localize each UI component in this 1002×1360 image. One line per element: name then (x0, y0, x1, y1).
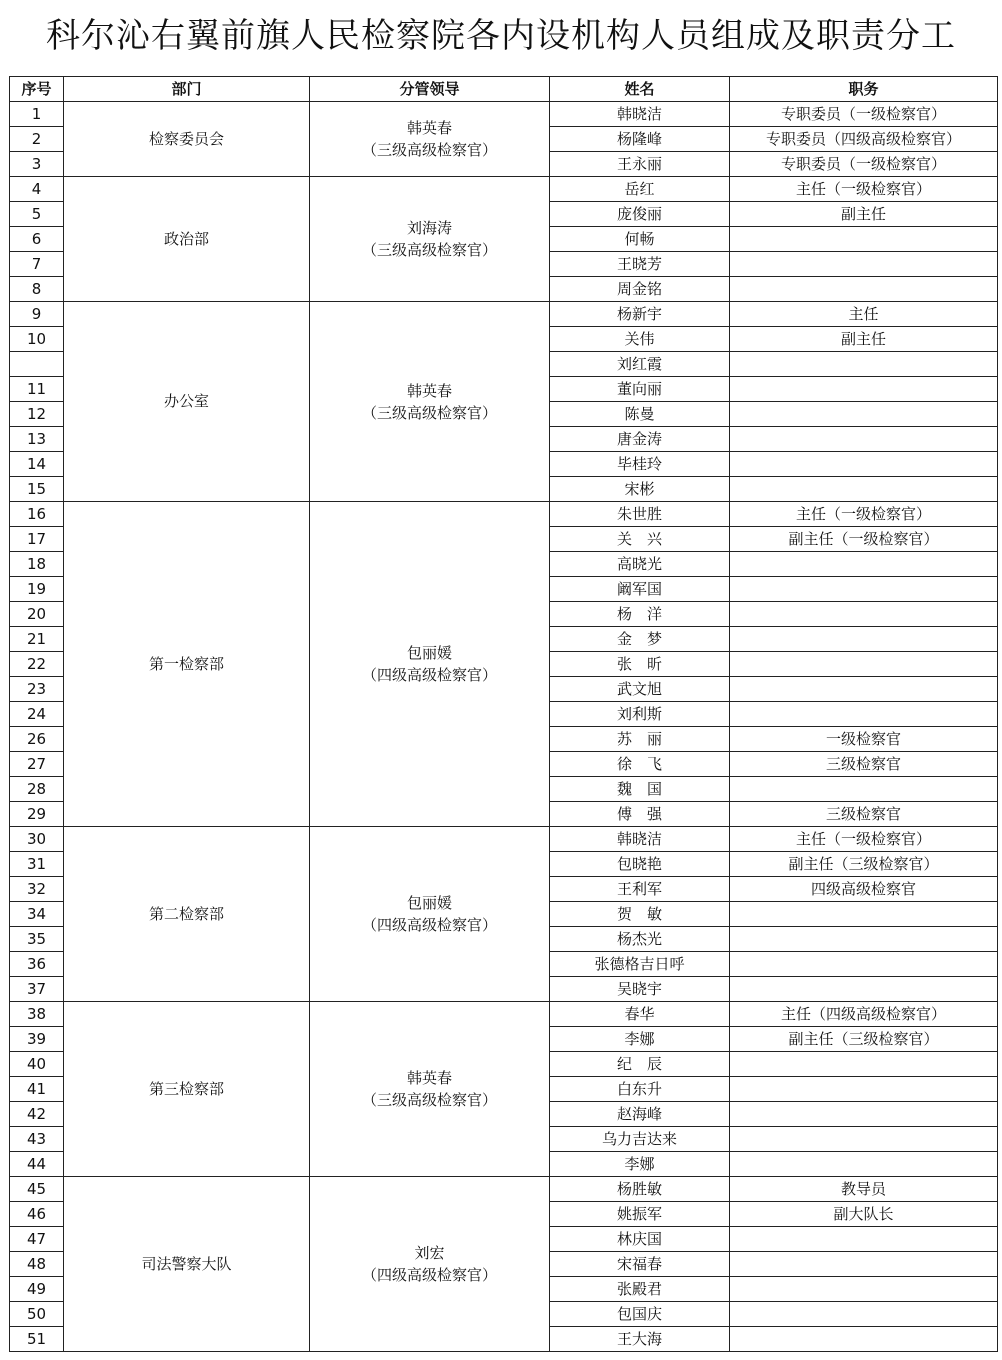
cell-role (730, 652, 998, 677)
cell-role: 主任 (730, 302, 998, 327)
cell-seq: 9 (10, 302, 64, 327)
column-header-department: 部门 (64, 77, 310, 102)
cell-department: 第二检察部 (64, 827, 310, 1002)
table-row (10, 502, 998, 527)
cell-seq: 2 (10, 127, 64, 152)
cell-name: 乌力吉达来 (550, 1127, 730, 1152)
cell-name: 张德格吉日呼 (550, 952, 730, 977)
cell-role: 专职委员（一级检察官） (730, 152, 998, 177)
cell-role (730, 977, 998, 1002)
cell-seq: 12 (10, 402, 64, 427)
leader-rank: （三级高级检察官） (361, 241, 497, 259)
cell-role: 主任（一级检察官） (730, 827, 998, 852)
cell-role: 专职委员（四级高级检察官） (730, 127, 998, 152)
cell-name: 周金铭 (550, 277, 730, 302)
cell-name: 春华 (550, 1002, 730, 1027)
cell-role (730, 952, 998, 977)
cell-name: 关 兴 (550, 527, 730, 552)
cell-role (730, 377, 998, 402)
cell-seq: 26 (10, 727, 64, 752)
cell-seq: 22 (10, 652, 64, 677)
leader-rank: （三级高级检察官） (361, 403, 497, 422)
cell-role: 副主任 (730, 327, 998, 352)
cell-name: 傅 强 (550, 802, 730, 827)
cell-role (730, 352, 998, 377)
table-row (10, 102, 998, 127)
cell-leader (310, 102, 550, 177)
cell-seq: 41 (10, 1077, 64, 1102)
cell-seq: 51 (10, 1327, 64, 1352)
cell-role (730, 902, 998, 927)
cell-role: 专职委员（一级检察官） (730, 102, 998, 127)
cell-name: 杨胜敏 (550, 1177, 730, 1202)
cell-name: 王大海 (550, 1327, 730, 1352)
cell-seq: 4 (10, 177, 64, 202)
cell-name: 魏 国 (550, 777, 730, 802)
column-header-seq: 序号 (10, 77, 64, 102)
cell-seq: 42 (10, 1102, 64, 1127)
cell-name: 朱世胜 (550, 502, 730, 527)
cell-name: 金 梦 (550, 627, 730, 652)
column-header-leader: 分管领导 (310, 77, 550, 102)
cell-leader (310, 1177, 550, 1352)
cell-name: 李娜 (550, 1152, 730, 1177)
cell-name: 何畅 (550, 227, 730, 252)
cell-role (730, 477, 998, 502)
cell-role (730, 252, 998, 277)
cell-seq: 49 (10, 1277, 64, 1302)
cell-role: 主任（一级检察官） (730, 502, 998, 527)
cell-name: 岳红 (550, 177, 730, 202)
cell-seq: 17 (10, 527, 64, 552)
cell-role (730, 1077, 998, 1102)
cell-seq: 50 (10, 1302, 64, 1327)
cell-name: 庞俊丽 (550, 202, 730, 227)
cell-seq: 44 (10, 1152, 64, 1177)
cell-name: 杨新宇 (550, 302, 730, 327)
cell-leader (310, 1002, 550, 1177)
cell-name: 杨 洋 (550, 602, 730, 627)
leader-name: 韩英春 (406, 381, 452, 400)
cell-name: 刘红霞 (550, 352, 730, 377)
cell-role: 三级检察官 (730, 752, 998, 777)
cell-seq: 13 (10, 427, 64, 452)
cell-name: 张殿君 (550, 1277, 730, 1302)
cell-name: 武文旭 (550, 677, 730, 702)
cell-seq: 8 (10, 277, 64, 302)
column-header-name: 姓名 (550, 77, 730, 102)
table-row (10, 1002, 998, 1027)
cell-seq: 16 (10, 502, 64, 527)
cell-department: 第三检察部 (64, 1002, 310, 1177)
cell-name: 杨隆峰 (550, 127, 730, 152)
cell-role: 教导员 (730, 1177, 998, 1202)
cell-seq: 32 (10, 877, 64, 902)
cell-name: 张 昕 (550, 652, 730, 677)
leader-rank: （四级高级检察官） (361, 666, 497, 684)
cell-leader (310, 827, 550, 1002)
cell-role (730, 1327, 998, 1352)
cell-department: 办公室 (64, 302, 310, 502)
cell-seq: 15 (10, 477, 64, 502)
cell-name: 林庆国 (550, 1227, 730, 1252)
cell-name: 陈曼 (550, 402, 730, 427)
cell-role (730, 552, 998, 577)
cell-name: 杨杰光 (550, 927, 730, 952)
cell-name: 苏 丽 (550, 727, 730, 752)
cell-department: 第一检察部 (64, 502, 310, 827)
cell-seq: 39 (10, 1027, 64, 1052)
cell-role (730, 1302, 998, 1327)
cell-seq: 43 (10, 1127, 64, 1152)
cell-role (730, 927, 998, 952)
leader-rank: （四级高级检察官） (361, 1266, 497, 1284)
cell-name: 董向丽 (550, 377, 730, 402)
cell-role (730, 1052, 998, 1077)
cell-name: 宋彬 (550, 477, 730, 502)
cell-name: 王永丽 (550, 152, 730, 177)
cell-seq: 11 (10, 377, 64, 402)
table-row (10, 302, 998, 327)
leader-rank: （三级高级检察官） (361, 141, 497, 159)
cell-role (730, 777, 998, 802)
table-body (10, 102, 998, 1352)
cell-leader (310, 177, 550, 302)
cell-seq: 21 (10, 627, 64, 652)
leader-name: 韩英春 (406, 119, 452, 137)
cell-role (730, 1102, 998, 1127)
cell-role (730, 602, 998, 627)
cell-seq: 45 (10, 1177, 64, 1202)
cell-name: 赵海峰 (550, 1102, 730, 1127)
cell-seq: 37 (10, 977, 64, 1002)
cell-name: 王利军 (550, 877, 730, 902)
table-row (10, 1177, 998, 1202)
cell-seq (10, 352, 64, 377)
cell-department: 政治部 (64, 177, 310, 302)
cell-seq: 18 (10, 552, 64, 577)
leader-name: 韩英春 (406, 1069, 452, 1087)
cell-seq: 46 (10, 1202, 64, 1227)
leader-name: 包丽媛 (406, 894, 452, 912)
column-header-role: 职务 (730, 77, 998, 102)
cell-role (730, 702, 998, 727)
cell-name: 白东升 (550, 1077, 730, 1102)
leader-rank: （四级高级检察官） (361, 916, 497, 934)
cell-seq: 14 (10, 452, 64, 477)
table-header-row (10, 77, 998, 102)
cell-role (730, 227, 998, 252)
cell-name: 李娜 (550, 1027, 730, 1052)
cell-name: 刘利斯 (550, 702, 730, 727)
cell-seq: 7 (10, 252, 64, 277)
cell-name: 高晓光 (550, 552, 730, 577)
cell-seq: 23 (10, 677, 64, 702)
cell-seq: 3 (10, 152, 64, 177)
cell-role: 三级检察官 (730, 802, 998, 827)
cell-role (730, 1152, 998, 1177)
leader-name: 包丽媛 (406, 644, 452, 662)
cell-role (730, 1127, 998, 1152)
cell-role (730, 452, 998, 477)
cell-seq: 10 (10, 327, 64, 352)
staff-roster-table (9, 76, 998, 1352)
cell-name: 徐 飞 (550, 752, 730, 777)
cell-name: 韩晓洁 (550, 827, 730, 852)
cell-name: 王晓芳 (550, 252, 730, 277)
cell-name: 韩晓洁 (550, 102, 730, 127)
cell-seq: 27 (10, 752, 64, 777)
cell-seq: 28 (10, 777, 64, 802)
cell-name: 姚振军 (550, 1202, 730, 1227)
cell-role: 主任（一级检察官） (730, 177, 998, 202)
cell-leader (310, 302, 550, 502)
cell-seq: 35 (10, 927, 64, 952)
cell-role: 副主任（三级检察官） (730, 1027, 998, 1052)
cell-seq: 48 (10, 1252, 64, 1277)
cell-seq: 38 (10, 1002, 64, 1027)
cell-role: 四级高级检察官 (730, 877, 998, 902)
cell-seq: 1 (10, 102, 64, 127)
cell-role (730, 1252, 998, 1277)
cell-name: 关伟 (550, 327, 730, 352)
cell-role: 主任（四级高级检察官） (730, 1002, 998, 1027)
leader-rank: （三级高级检察官） (361, 1091, 497, 1109)
leader-name: 刘宏 (414, 1244, 445, 1262)
cell-seq: 20 (10, 602, 64, 627)
cell-role (730, 277, 998, 302)
cell-department: 司法警察大队 (64, 1177, 310, 1352)
table-row (10, 827, 998, 852)
cell-role: 副主任（一级检察官） (730, 527, 998, 552)
cell-department: 检察委员会 (64, 102, 310, 177)
cell-name: 包晓艳 (550, 852, 730, 877)
document-title: 科尔沁右翼前旗人民检察院各内设机构人员组成及职责分工 (46, 16, 956, 56)
cell-role: 一级检察官 (730, 727, 998, 752)
cell-role (730, 677, 998, 702)
cell-seq: 24 (10, 702, 64, 727)
cell-role: 副主任 (730, 202, 998, 227)
cell-seq: 31 (10, 852, 64, 877)
cell-seq: 6 (10, 227, 64, 252)
cell-role (730, 1227, 998, 1252)
cell-seq: 47 (10, 1227, 64, 1252)
cell-name: 阚军国 (550, 577, 730, 602)
cell-leader (310, 502, 550, 827)
cell-seq: 30 (10, 827, 64, 852)
table-row (10, 177, 998, 202)
cell-seq: 34 (10, 902, 64, 927)
leader-name: 刘海涛 (406, 219, 452, 237)
cell-name: 唐金涛 (550, 427, 730, 452)
cell-name: 包国庆 (550, 1302, 730, 1327)
cell-name: 吴晓宇 (550, 977, 730, 1002)
cell-role (730, 577, 998, 602)
cell-name: 贺 敏 (550, 902, 730, 927)
cell-name: 宋福春 (550, 1252, 730, 1277)
cell-role (730, 402, 998, 427)
cell-seq: 5 (10, 202, 64, 227)
cell-role (730, 627, 998, 652)
cell-seq: 40 (10, 1052, 64, 1077)
cell-name: 纪 辰 (550, 1052, 730, 1077)
cell-seq: 19 (10, 577, 64, 602)
cell-name: 毕桂玲 (550, 452, 730, 477)
cell-role (730, 427, 998, 452)
cell-role (730, 1277, 998, 1302)
cell-role: 副主任（三级检察官） (730, 852, 998, 877)
cell-role: 副大队长 (730, 1202, 998, 1227)
cell-seq: 36 (10, 952, 64, 977)
cell-seq: 29 (10, 802, 64, 827)
